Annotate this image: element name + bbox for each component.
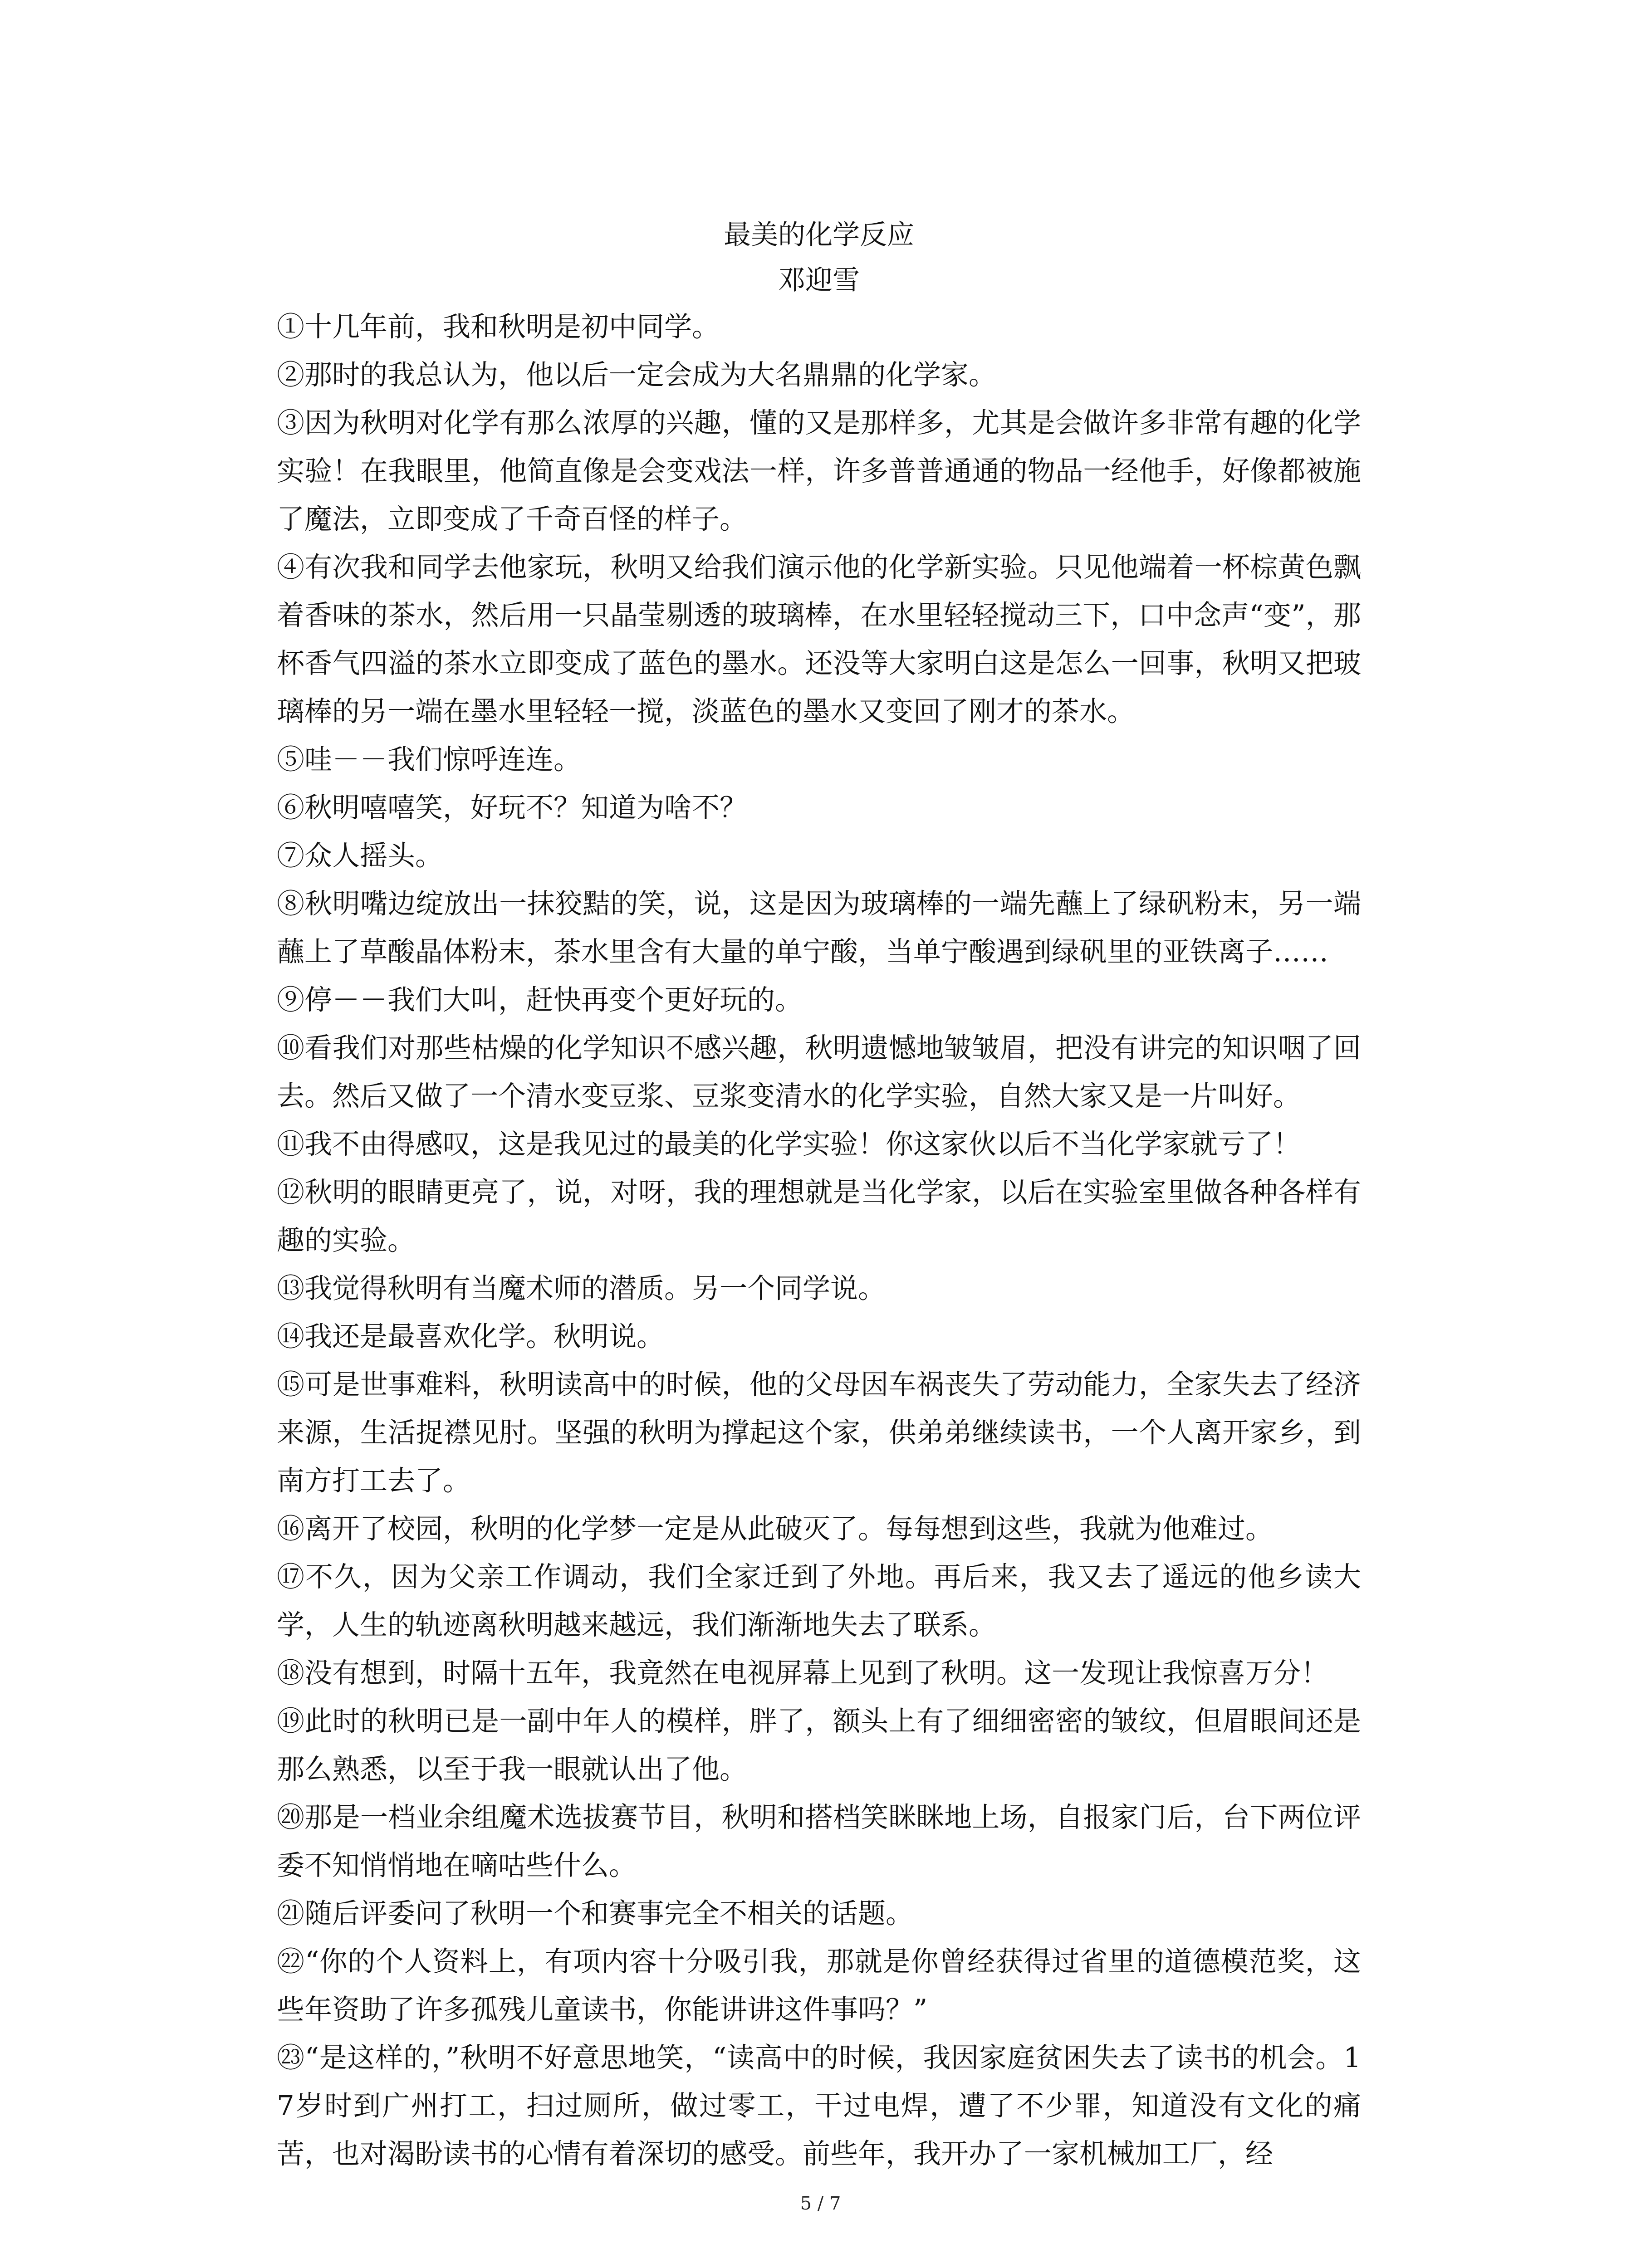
paragraph: ㉑随后评委问了秋明一个和赛事完全不相关的话题。: [277, 1897, 914, 1930]
paragraph: ⑨停－－我们大叫，赶快再变个更好玩的。: [277, 984, 803, 1016]
article-title: 最美的化学反应: [724, 219, 914, 251]
paragraph: ⑲此时的秋明已是一副中年人的模样，胖了，额头上有了细细密密的皱纹，但眉眼间还是那么熟悉，以至于我一眼就认出了他。: [277, 1705, 1361, 1785]
page-number: 5 / 7: [800, 2193, 841, 2214]
paragraph: ③因为秋明对化学有那么浓厚的兴趣，懂的又是那样多，尤其是会做许多非常有趣的化学实验！在我眼里，他简直像是会变戏法一样，许多普普通通的物品一经他手，好像都被施了魔法，立即变成了千奇百怪的样子。: [277, 407, 1361, 535]
paragraph: ⑩看我们对那些枯燥的化学知识不感兴趣，秋明遗憾地皱皱眉，把没有讲完的知识咽了回去。然后又做了一个清水变豆浆、豆浆变清水的化学实验，自然大家又是一片叫好。: [277, 1032, 1361, 1112]
paragraph: ④有次我和同学去他家玩，秋明又给我们演示他的化学新实验。只见他端着一杯棕黄色飘着香味的茶水，然后用一只晶莹剔透的玻璃棒，在水里轻轻搅动三下，口中念声“变”，那杯香气四溢的茶水立即变成了蓝色的墨水。还没等大家明白这是怎么一回事，秋明又把玻璃棒的另一端在墨水里轻轻一搅，淡蓝色的墨水又变回了刚才的茶水。: [277, 551, 1361, 728]
paragraph: ⑯离开了校园，秋明的化学梦一定是从此破灭了。每每想到这些，我就为他难过。: [277, 1513, 1274, 1545]
paragraph: ⑮可是世事难料，秋明读高中的时候，他的父母因车祸丧失了劳动能力，全家失去了经济来源，生活捉襟见肘。坚强的秋明为撑起这个家，供弟弟继续读书，一个人离开家乡，到南方打工去了。: [277, 1369, 1361, 1497]
paragraph: ⑧秋明嘴边绽放出一抹狡黠的笑，说，这是因为玻璃棒的一端先蘸上了绿矾粉末，另一端蘸上了草酸晶体粉末，茶水里含有大量的单宁酸，当单宁酸遇到绿矾里的亚铁离子……: [277, 888, 1361, 968]
article-author: 邓迎雪: [778, 264, 860, 296]
paragraph: ⑬我觉得秋明有当魔术师的潜质。另一个同学说。: [277, 1272, 886, 1305]
article-paragraphs: [277, 303, 1361, 2178]
paragraph: ㉓“是这样的，”秋明不好意思地笑，“读高中的时候，我因家庭贫困失去了读书的机会。17岁时到广州打工，扫过厕所，做过零工，干过电焊，遭了不少罪，知道没有文化的痛苦，也对渴盼读书的心情有着深切的感受。前些年，我开办了一家机械加工厂，经: [277, 2042, 1361, 2170]
paragraph: ㉒“你的个人资料上，有项内容十分吸引我，那就是你曾经获得过省里的道德模范奖，这些年资助了许多孤残儿童读书，你能讲讲这件事吗？”: [277, 1945, 1361, 2026]
paragraph: ⑦众人摇头。: [277, 840, 443, 872]
paragraph: ⑰不久，因为父亲工作调动，我们全家迁到了外地。再后来，我又去了遥远的他乡读大学，人生的轨迹离秋明越来越远，我们渐渐地失去了联系。: [277, 1561, 1361, 1641]
paragraph: ①十几年前，我和秋明是初中同学。: [277, 311, 720, 343]
paragraph: ⑤哇－－我们惊呼连连。: [277, 743, 582, 776]
paragraph: ⑭我还是最喜欢化学。秋明说。: [277, 1320, 665, 1353]
paragraph: ⑫秋明的眼睛更亮了，说，对呀，我的理想就是当化学家，以后在实验室里做各种各样有趣的实验。: [277, 1176, 1361, 1256]
paragraph: ⑥秋明嘻嘻笑，好玩不？知道为啥不？: [277, 792, 748, 824]
paragraph: ⑪我不由得感叹，这是我见过的最美的化学实验！你这家伙以后不当化学家就亏了！: [277, 1128, 1301, 1160]
paragraph: ⑱没有想到，时隔十五年，我竟然在电视屏幕上见到了秋明。这一发现让我惊喜万分！: [277, 1657, 1329, 1689]
article-body: [277, 212, 1361, 2178]
paragraph: ⑳那是一档业余组魔术选拔赛节目，秋明和搭档笑眯眯地上场，自报家门后，台下两位评委不知悄悄地在嘀咕些什么。: [277, 1801, 1361, 1882]
paragraph: ②那时的我总认为，他以后一定会成为大名鼎鼎的化学家。: [277, 359, 997, 391]
